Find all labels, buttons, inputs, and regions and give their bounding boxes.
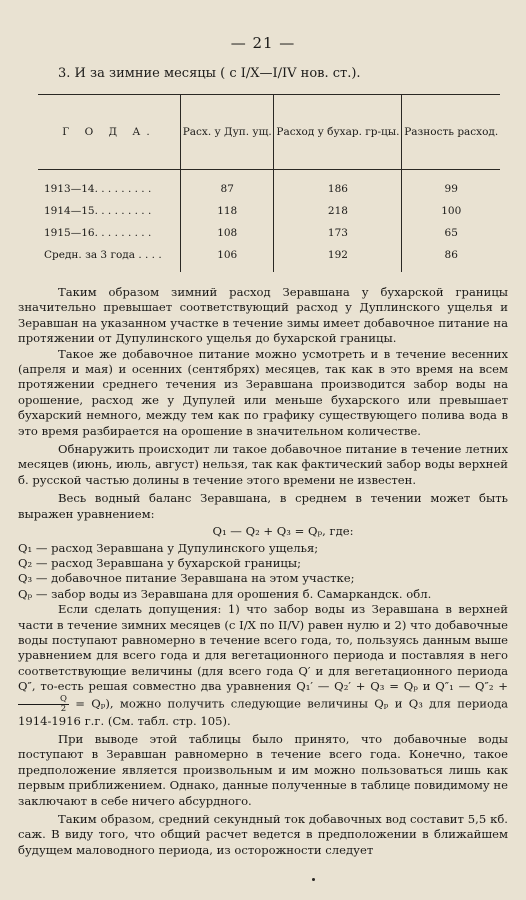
column-header-dupuli-discharge: Расх. у Дуп. ущ.: [181, 95, 274, 170]
fraction-numerator: Q: [18, 695, 69, 705]
cell-bukhara: 173: [274, 222, 402, 244]
cell-dupuli: 87: [181, 170, 274, 201]
fraction-q-over-2: [18, 695, 69, 714]
cell-bukhara: 218: [274, 200, 402, 222]
legend-qp: Qₚ — забор воды из Зеравшана для орошения б. Самаркандск. обл.: [18, 586, 432, 601]
cell-year: Средн. за 3 года . . . .: [44, 249, 162, 261]
body-text: [18, 285, 508, 858]
cell-difference: 86: [402, 244, 500, 272]
assumptions-text: Если сделать допущения: 1) что забор воды из Зеравшана в верхней части в течение зимних месяцев (с I/X по II/V) равен нулю и 2) что добавочные воды поступают равномерно в течение всего года, то, пользуясь данным выше уравнением для всего года и для вегетационного периода и поставляя в него соответствующие величины (для всего года Q′ и для вегетационного периода Q″, то-есть решая совместно два уравнения: [18, 602, 508, 694]
cell-bukhara: 192: [274, 244, 402, 272]
fraction-denominator: 2: [60, 703, 67, 714]
column-header-bukhara-discharge: Расход у бухар. гр-цы.: [274, 95, 402, 170]
legend-q2: Q₂ — расход Зеравшана у бухарской границы;: [18, 555, 302, 570]
cell-year: 1913—14. . . . . . . . .: [44, 183, 152, 195]
cell-dupuli: 118: [181, 200, 274, 222]
balance-equation: Q₁ — Q₂ + Q₃ = Qₚ, где:: [212, 524, 354, 539]
paragraph-table-derivation: При выводе этой таблицы было принято, что добавочные воды поступают в Зеравшан равномерно в течение всего года. Конечно, такое предположение является произвольным и им можно пользоваться лишь как первым приближением. Однако, данные полученные в таблице повидимому не заключают в себе ничего абсурдного.: [18, 731, 509, 808]
section-heading: 3. И за зимние месяцы ( с I/X—I/IV нов. ст.).: [58, 66, 361, 81]
legend-q1: Q₁ — расход Зеравшана у Дупулинского ущелья;: [18, 540, 319, 555]
column-header-year: Г О Д А.: [38, 95, 181, 170]
cell-difference: 100: [402, 200, 500, 222]
table-row: [38, 170, 500, 201]
cell-difference: 65: [402, 222, 500, 244]
discharge-table: [38, 94, 500, 272]
paragraph-summer: Обнаружить происходит ли такое добавочное питание в течение летних месяцев (июнь, июль, август) нельзя, так как фактический забор воды верхней б. русской частью долины в течение этого времени не известен.: [18, 442, 508, 487]
paragraph-conclusion: Таким образом, средний секундный ток добавочных вод составит 5,5 кб. саж. В виду того, что общий расчет ведется в предположении в ближайшем будущем маловодного периода, из осторожности следует: [18, 812, 508, 857]
table-row: [38, 200, 500, 222]
equation-pair-end: = Qₚ), можно получить следующие величины Qₚ и Q₃ для периода 1914-1916 г.г. (См. табл. стр. 105).: [18, 696, 509, 728]
cell-year: 1915—16. . . . . . . . .: [44, 227, 152, 239]
table-header-row: [38, 95, 500, 170]
ink-speck: [312, 878, 315, 881]
cell-difference: 99: [402, 170, 500, 201]
table-row: [38, 244, 500, 272]
equation-pair-start: Q₁′ — Q₂′ + Q₃ = Qₚ и Q″₁ — Q″₂ +: [296, 679, 508, 694]
page-number: — 21 —: [230, 34, 296, 52]
table-row: [38, 222, 500, 244]
paragraph-assumptions: [18, 602, 508, 729]
cell-bukhara: 186: [274, 170, 402, 201]
paragraph-winter-discharge: Таким образом зимний расход Зеравшана у бухарской границы значительно превышает соответствующий расход у Дуплинского ущелья и Зеравшан на указанном участке в течение зимы имеет добавочное питание на протяжении от Дупулинского ущелья до бухарской границы.: [18, 285, 508, 346]
paragraph-spring-autumn: Такое же добавочное питание можно усмотреть и в течение весенних (апреля и мая) и осенних (сентябрях) месяцев, так как в это время на всем протяжении среднего течения из Зеравшана производится забор воды на орошение, расход же у Дупулей или меньше бухарского или превышает бухарский немного, между тем как по графику существующего полива вода в это время разбирается на орошение в значительном количестве.: [18, 346, 508, 438]
cell-dupuli: 106: [181, 244, 274, 272]
legend-q3: Q₃ — добавочное питание Зеравшана на этом участке;: [18, 571, 355, 586]
column-header-difference: Разность расход.: [402, 95, 500, 170]
cell-year: 1914—15. . . . . . . . .: [44, 205, 152, 217]
paragraph-water-balance: Весь водный баланс Зеравшана, в среднем в течении может быть выражен уравнением:: [18, 491, 508, 521]
cell-dupuli: 108: [181, 222, 274, 244]
